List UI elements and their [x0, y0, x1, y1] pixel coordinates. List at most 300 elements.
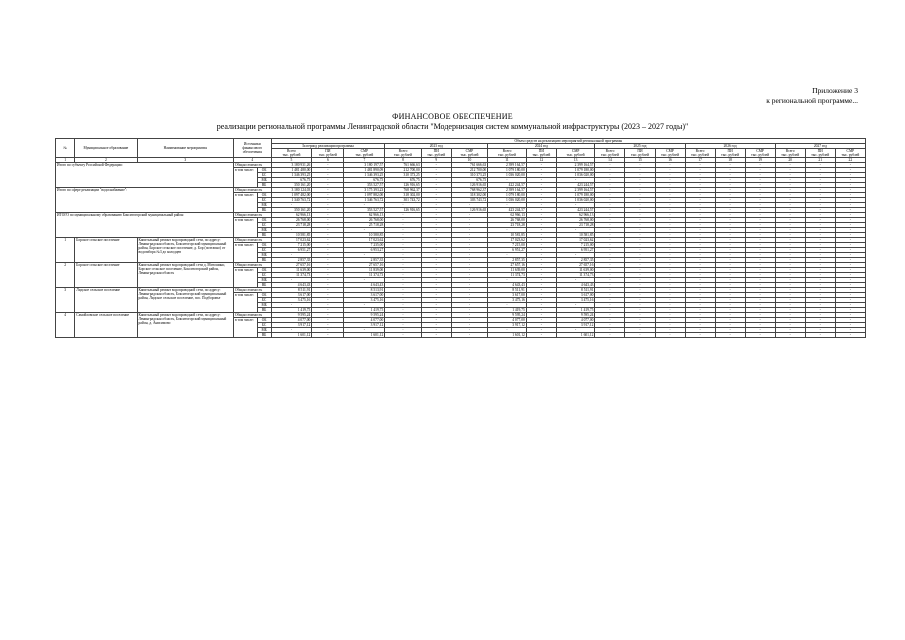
value-cell: 26 768,00: [271, 218, 312, 223]
value-cell: -: [685, 203, 715, 208]
source-code: МБ: [257, 178, 271, 183]
source-code: ВБ: [257, 183, 271, 188]
value-cell: -: [385, 293, 421, 298]
group-label: ИТОГО по муниципальному образованию Бокситогорский муниципальный район:: [56, 213, 234, 238]
value-cell: -: [625, 278, 655, 283]
value-cell: -: [745, 268, 775, 273]
title-line-1: ФИНАНСОВОЕ ОБЕСПЕЧЕНИЕ: [392, 112, 513, 121]
value-cell: -: [655, 183, 685, 188]
value-cell: -: [385, 313, 421, 318]
value-cell: -: [595, 223, 625, 228]
value-cell: -: [421, 233, 451, 238]
subheader-unit: тыс. рублей: [601, 153, 619, 157]
value-cell: -: [655, 168, 685, 173]
source-code: ВБ: [257, 258, 271, 263]
value-cell: -: [385, 318, 421, 323]
value-cell: 350 161,20: [271, 208, 312, 213]
value-cell: 676,75: [451, 178, 487, 183]
event-name: Капитальный ремонт водопроводной сети д. Митошино, Борское сельское поселение, Бокситогорский район, Ленинградская область: [137, 263, 234, 288]
value-cell: -: [745, 188, 775, 193]
value-cell: -: [312, 248, 344, 253]
source-total: Общая стоимость: [234, 188, 272, 193]
value-cell: -: [655, 263, 685, 268]
value-cell: -: [685, 248, 715, 253]
value-cell: -: [835, 253, 865, 258]
value-cell: -: [312, 223, 344, 228]
value-cell: -: [685, 243, 715, 248]
municipality-name: Борское сельское поселение: [75, 238, 137, 263]
value-cell: 4 643,43: [488, 283, 527, 288]
finance-table: [55, 138, 866, 338]
value-cell: -: [312, 278, 344, 283]
value-cell: -: [715, 163, 745, 168]
value-cell: 1 481 480,00: [271, 168, 312, 173]
value-cell: -: [312, 243, 344, 248]
value-cell: -: [526, 233, 556, 238]
value-cell: 7 215,00: [271, 243, 312, 248]
event-name: Капитальный ремонт водопроводной сети, по адресу: Ленинградская область, Бокситогорский муниципальный район, Лидское сельское поселение, пос. Подборовье: [137, 288, 234, 313]
value-cell: -: [526, 293, 556, 298]
value-cell: 62 966,13: [556, 213, 595, 218]
value-cell: 4 643,43: [344, 283, 385, 288]
subheader-unit: тыс. рублей: [661, 153, 679, 157]
value-cell: 2 399 164,57: [488, 163, 527, 168]
value-cell: -: [595, 308, 625, 313]
subheader-unit: тыс. рублей: [394, 153, 412, 157]
in-that-number-label: в том числе:: [234, 243, 258, 263]
value-cell: -: [312, 213, 344, 218]
value-cell: -: [625, 213, 655, 218]
value-cell: -: [312, 303, 344, 308]
column-number: 15: [625, 158, 655, 163]
subheader-label: Всего: [695, 149, 705, 153]
value-cell: -: [775, 303, 805, 308]
value-cell: -: [312, 313, 344, 318]
value-cell: -: [421, 323, 451, 328]
value-cell: 4 643,43: [556, 283, 595, 288]
value-cell: -: [805, 243, 835, 248]
value-cell: -: [685, 253, 715, 258]
value-cell: -: [655, 173, 685, 178]
value-cell: -: [526, 333, 556, 338]
value-cell: -: [625, 173, 655, 178]
value-cell: -: [312, 333, 344, 338]
value-cell: -: [835, 203, 865, 208]
value-cell: -: [775, 268, 805, 273]
value-cell: -: [775, 293, 805, 298]
value-cell: 1 079 180,00: [556, 168, 595, 173]
value-cell: -: [655, 313, 685, 318]
source-code: МБ: [257, 278, 271, 283]
value-cell: -: [745, 193, 775, 198]
source-code: ОБ: [257, 168, 271, 173]
column-number: 5: [271, 158, 312, 163]
value-cell: -: [595, 298, 625, 303]
value-cell: -: [595, 293, 625, 298]
value-cell: -: [745, 208, 775, 213]
value-cell: -: [312, 328, 344, 333]
value-cell: -: [312, 163, 344, 168]
value-cell: -: [488, 178, 527, 183]
value-cell: -: [526, 298, 556, 303]
value-cell: -: [421, 313, 451, 318]
value-cell: 318 302,00: [451, 193, 487, 198]
column-number: 9: [421, 158, 451, 163]
value-cell: -: [526, 223, 556, 228]
column-number: 13: [556, 158, 595, 163]
value-cell: 303 743,72: [451, 198, 487, 203]
value-cell: -: [595, 178, 625, 183]
value-cell: -: [775, 323, 805, 328]
value-cell: -: [745, 203, 775, 208]
subheader-unit: тыс. рублей: [427, 153, 446, 157]
value-cell: -: [595, 258, 625, 263]
column-number: 16: [655, 158, 685, 163]
value-cell: 11 639,00: [271, 268, 312, 273]
subheader-label: Всего: [287, 149, 296, 153]
document-title: [0, 112, 905, 132]
source-total: Общая стоимость: [234, 263, 272, 268]
value-cell: -: [655, 273, 685, 278]
value-cell: -: [715, 308, 745, 313]
value-cell: 350 161,20: [271, 183, 312, 188]
value-cell: -: [526, 188, 556, 193]
value-cell: -: [745, 198, 775, 203]
value-cell: -: [805, 173, 835, 178]
value-cell: -: [655, 193, 685, 198]
value-cell: -: [805, 208, 835, 213]
value-cell: -: [775, 178, 805, 183]
value-cell: -: [835, 323, 865, 328]
value-cell: -: [556, 178, 595, 183]
value-cell: -: [655, 163, 685, 168]
value-cell: 7 235,00: [344, 243, 385, 248]
value-cell: 6 951,27: [556, 248, 595, 253]
value-cell: -: [835, 233, 865, 238]
value-cell: -: [835, 208, 865, 213]
value-cell: -: [745, 163, 775, 168]
value-cell: -: [595, 168, 625, 173]
value-cell: 310 373,25: [451, 173, 487, 178]
table-body: [56, 139, 866, 338]
value-cell: 4 077,00: [488, 318, 527, 323]
value-cell: -: [526, 303, 556, 308]
value-cell: -: [451, 298, 487, 303]
source-code: БС: [257, 198, 271, 203]
value-cell: -: [805, 188, 835, 193]
value-cell: -: [805, 303, 835, 308]
value-cell: -: [685, 288, 715, 293]
subheader-label: СМР: [846, 149, 855, 153]
value-cell: -: [805, 318, 835, 323]
subheader-total: [385, 149, 421, 158]
column-number: 10: [451, 158, 487, 163]
municipality-name: Самойловское сельское поселение: [75, 313, 137, 338]
value-cell: 1 340 763,72: [271, 198, 312, 203]
value-cell: -: [715, 278, 745, 283]
value-cell: -: [835, 193, 865, 198]
value-cell: 3 475,16: [488, 298, 527, 303]
value-cell: -: [312, 258, 344, 263]
subheader-label: СМР: [360, 149, 369, 153]
value-cell: -: [385, 203, 421, 208]
value-cell: -: [451, 268, 487, 273]
value-cell: -: [421, 293, 451, 298]
value-cell: -: [625, 303, 655, 308]
value-cell: -: [526, 238, 556, 243]
value-cell: -: [312, 263, 344, 268]
source-total: Общая стоимость: [234, 213, 272, 218]
value-cell: -: [805, 233, 835, 238]
value-cell: -: [685, 333, 715, 338]
value-cell: -: [385, 278, 421, 283]
value-cell: 3 475,16: [271, 298, 312, 303]
column-number: 18: [715, 158, 745, 163]
value-cell: -: [775, 248, 805, 253]
value-cell: -: [595, 193, 625, 198]
subheader-total: [595, 149, 625, 158]
value-cell: -: [655, 233, 685, 238]
value-cell: -: [625, 263, 655, 268]
value-cell: 11 639,00: [556, 268, 595, 273]
value-cell: -: [835, 288, 865, 293]
value-cell: 318 302,00: [385, 193, 421, 198]
value-cell: 11 374,73: [556, 273, 595, 278]
value-cell: -: [312, 253, 344, 258]
source-code: ОБ: [257, 268, 271, 273]
value-cell: 3 917,12: [488, 323, 527, 328]
value-cell: -: [805, 268, 835, 273]
value-cell: -: [526, 203, 556, 208]
value-cell: -: [715, 303, 745, 308]
value-cell: 62 966,13: [271, 213, 312, 218]
value-cell: 3 475,16: [344, 298, 385, 303]
subheader-smr: [745, 149, 775, 158]
value-cell: -: [526, 228, 556, 233]
in-that-number-label: в том числе:: [234, 168, 258, 188]
subheader-smr: [344, 149, 385, 158]
subheader-label: СМР: [666, 149, 674, 153]
value-cell: -: [421, 258, 451, 263]
source-total: Общая стоимость: [234, 163, 272, 168]
value-cell: -: [775, 238, 805, 243]
value-cell: -: [775, 253, 805, 258]
subheader-unit: тыс. рублей: [631, 153, 649, 157]
value-cell: 310 373,25: [385, 173, 421, 178]
value-cell: -: [685, 258, 715, 263]
value-cell: -: [526, 163, 556, 168]
value-cell: 1 419,75: [488, 308, 527, 313]
value-cell: -: [775, 198, 805, 203]
subheader-unit: тыс. рублей: [811, 153, 830, 157]
subheader-unit: тыс. рублей: [498, 153, 516, 157]
value-cell: -: [715, 168, 745, 173]
value-cell: -: [805, 198, 835, 203]
value-cell: -: [775, 243, 805, 248]
value-cell: -: [595, 198, 625, 203]
value-cell: -: [805, 313, 835, 318]
value-cell: -: [655, 293, 685, 298]
value-cell: -: [344, 278, 385, 283]
value-cell: -: [625, 273, 655, 278]
value-cell: -: [595, 238, 625, 243]
value-cell: -: [526, 313, 556, 318]
value-cell: -: [835, 303, 865, 308]
value-cell: -: [595, 213, 625, 218]
value-cell: -: [526, 308, 556, 313]
subheader-label: Всего: [398, 149, 408, 153]
source-code: БС: [257, 323, 271, 328]
subheader-unit: тыс. рублей: [751, 153, 770, 157]
source-code: ВБ: [257, 308, 271, 313]
value-cell: -: [655, 243, 685, 248]
value-cell: -: [385, 228, 421, 233]
value-cell: -: [655, 288, 685, 293]
value-cell: -: [655, 258, 685, 263]
value-cell: 9 595,24: [556, 313, 595, 318]
value-cell: 1 079 180,00: [556, 193, 595, 198]
value-cell: -: [655, 253, 685, 258]
value-cell: -: [655, 283, 685, 288]
value-cell: -: [421, 328, 451, 333]
value-cell: -: [775, 173, 805, 178]
value-cell: -: [685, 268, 715, 273]
value-cell: -: [595, 318, 625, 323]
value-cell: -: [715, 333, 745, 338]
value-cell: 26 768,00: [488, 218, 527, 223]
value-cell: -: [775, 183, 805, 188]
value-cell: -: [595, 248, 625, 253]
value-cell: -: [625, 178, 655, 183]
value-cell: -: [715, 198, 745, 203]
value-cell: 1 036 020,00: [488, 173, 527, 178]
value-cell: -: [685, 293, 715, 298]
value-cell: -: [655, 318, 685, 323]
value-cell: 62 966,13: [488, 213, 527, 218]
value-cell: -: [312, 233, 344, 238]
value-cell: -: [526, 278, 556, 283]
value-cell: -: [805, 263, 835, 268]
value-cell: -: [385, 298, 421, 303]
value-cell: 17 023,62: [271, 238, 312, 243]
value-cell: -: [745, 293, 775, 298]
header-municipality: Муниципальное образование: [75, 139, 137, 158]
row-number: 4: [56, 313, 75, 338]
value-cell: -: [451, 278, 487, 283]
value-cell: 3 617,00: [271, 293, 312, 298]
header-year-2026: 2026 год: [685, 144, 775, 149]
value-cell: -: [745, 283, 775, 288]
value-cell: -: [805, 183, 835, 188]
value-cell: -: [775, 333, 805, 338]
value-cell: -: [625, 228, 655, 233]
value-cell: -: [385, 268, 421, 273]
value-cell: 6 953,27: [344, 248, 385, 253]
event-name: Капитальный ремонт водопроводной сети, по адресу: Ленинградская область, Бокситогорский муниципальный район, д. Анисимово: [137, 313, 234, 338]
value-cell: 126 916,65: [385, 183, 421, 188]
value-cell: 10 580,85: [344, 233, 385, 238]
value-cell: -: [775, 258, 805, 263]
value-cell: -: [385, 308, 421, 313]
value-cell: -: [625, 168, 655, 173]
source-code: ВБ: [257, 233, 271, 238]
value-cell: 1 601,12: [271, 333, 312, 338]
value-cell: 676,75: [271, 178, 312, 183]
value-cell: -: [775, 308, 805, 313]
value-cell: -: [775, 193, 805, 198]
value-cell: 1 036 020,00: [556, 198, 595, 203]
value-cell: -: [685, 178, 715, 183]
value-cell: -: [625, 243, 655, 248]
column-number: 4: [234, 158, 272, 163]
value-cell: -: [312, 193, 344, 198]
value-cell: 1 036 020,00: [556, 173, 595, 178]
value-cell: -: [595, 173, 625, 178]
value-cell: 17 023,62: [556, 238, 595, 243]
value-cell: -: [451, 223, 487, 228]
value-cell: 1 079 180,00: [488, 193, 527, 198]
header-year-2023: 2023 год: [385, 144, 488, 149]
value-cell: -: [556, 203, 595, 208]
subheader-label: Всего: [785, 149, 795, 153]
value-cell: -: [625, 233, 655, 238]
value-cell: -: [835, 173, 865, 178]
column-number: 20: [775, 158, 805, 163]
value-cell: -: [595, 218, 625, 223]
value-cell: -: [685, 283, 715, 288]
source-total: Общая стоимость: [234, 238, 272, 243]
value-cell: 3 617,00: [344, 293, 385, 298]
value-cell: -: [745, 313, 775, 318]
value-cell: 423 244,57: [488, 208, 527, 213]
group-label: Итого по субъекту Российской Федерации:: [56, 163, 234, 188]
value-cell: -: [685, 183, 715, 188]
value-cell: -: [526, 198, 556, 203]
column-number: 11: [488, 158, 527, 163]
value-cell: 4 077,00: [556, 318, 595, 323]
value-cell: 2 857,35: [271, 258, 312, 263]
value-cell: 1 346 393,25: [271, 173, 312, 178]
value-cell: -: [312, 178, 344, 183]
source-code: ОБ: [257, 193, 271, 198]
subheader-label: СМР: [465, 149, 474, 153]
value-cell: 7 215,00: [488, 243, 527, 248]
source-code: ВБ: [257, 283, 271, 288]
value-cell: -: [421, 273, 451, 278]
value-cell: 353 527,57: [344, 183, 385, 188]
value-cell: 9 595,24: [271, 313, 312, 318]
value-cell: -: [685, 318, 715, 323]
value-cell: -: [805, 328, 835, 333]
subheader-unit: тыс. рублей: [566, 153, 585, 157]
value-cell: -: [595, 303, 625, 308]
value-cell: -: [835, 313, 865, 318]
value-cell: -: [271, 328, 312, 333]
value-cell: -: [421, 183, 451, 188]
value-cell: -: [715, 178, 745, 183]
value-cell: -: [625, 238, 655, 243]
value-cell: 1 097 482,00: [271, 193, 312, 198]
header-year-2024: 2024 год: [488, 144, 595, 149]
subheader-label: ПИ: [727, 149, 733, 153]
value-cell: -: [745, 288, 775, 293]
value-cell: -: [526, 248, 556, 253]
value-cell: -: [421, 178, 451, 183]
subheader-pir: [312, 149, 344, 158]
subheader-label: ПИ: [637, 149, 643, 153]
value-cell: -: [745, 248, 775, 253]
value-cell: -: [835, 283, 865, 288]
